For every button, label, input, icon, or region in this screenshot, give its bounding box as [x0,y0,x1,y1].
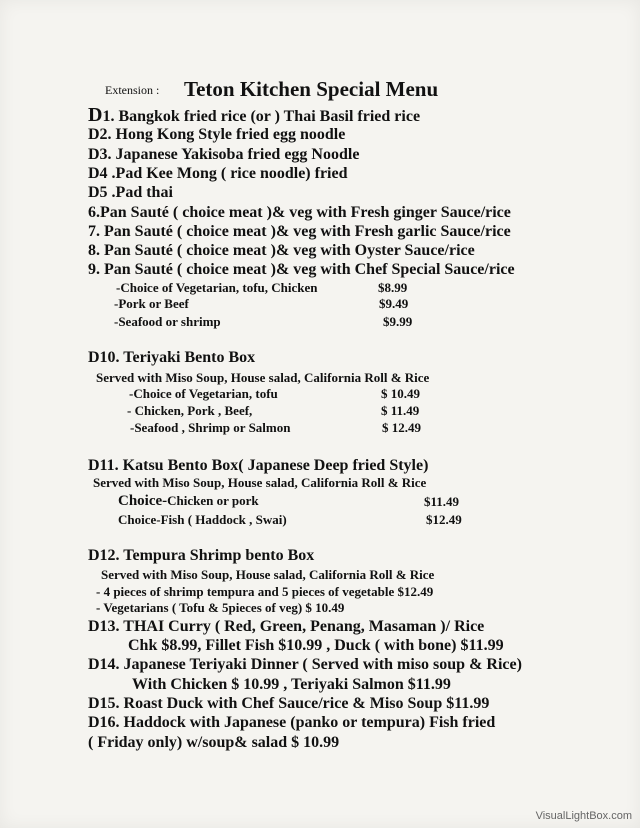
d11-option-label [118,494,259,509]
item-d3: D3. Japanese Yakisoba fried egg Noodle [88,146,360,163]
d16-note-text: ( Friday only) w/soup& salad $ 10.99 [88,734,340,751]
watermark: VisualLightBox.com [535,810,632,822]
item-d13: D13. THAI Curry ( Red, Green, Penang, Masaman )/ Rice [88,618,485,635]
d1-text: Bangkok fried rice (or ) Thai Basil fried rice [118,108,421,125]
d10-option-label: -Choice of Vegetarian, tofu [129,386,278,401]
d13-prices: Chk $8.99, Fillet Fish $10.99 , Duck ( with bone) $11.99 [128,637,504,654]
item-d8: 8. Pan Sauté ( choice meat )& veg with Oyster Sauce/rice [88,242,475,259]
d10-option-price: $ 11.49 [381,403,420,418]
item-d1 [88,105,420,125]
pan-option-price: $9.49 [379,296,409,311]
item-d7: 7. Pan Sauté ( choice meat )& veg with Fresh garlic Sauce/rice [88,223,511,240]
d1-num: 1. [102,108,115,125]
item-d2: D2. Hong Kong Style fried egg noodle [88,126,346,143]
item-d6: 6.Pan Sauté ( choice meat )& veg with Fresh ginger Sauce/rice [88,204,511,221]
extension-label: Extension : [105,83,160,97]
pan-option-price: $9.99 [383,314,413,329]
d10-option-price: $ 10.49 [381,386,420,401]
pan-option-label: -Choice of Vegetarian, tofu, Chicken [116,280,318,295]
pan-option-label: -Pork or Beef [114,296,189,311]
d10-option-price: $ 12.49 [382,420,421,435]
d11-option-price: $12.49 [426,512,462,527]
item-d11: D11. Katsu Bento Box( Japanese Deep fried Style) [88,457,429,474]
d10-description: Served with Miso Soup, House salad, California Roll & Rice [96,370,430,385]
menu-title: Teton Kitchen Special Menu [184,77,439,101]
choice-prefix: Choice- [118,493,168,509]
d1-code: D [88,104,103,126]
item-d10: D10. Teriyaki Bento Box [88,349,256,366]
d11-option-price: $11.49 [424,494,460,509]
d11-option-label [118,513,287,526]
item-d15: D15. Roast Duck with Chef Sauce/rice & Miso Soup $11.99 [88,695,490,712]
d10-option-label: -Seafood , Shrimp or Salmon [130,420,291,435]
choice-text: Chicken or pork [167,493,259,508]
choice-prefix: Choice- [118,512,161,527]
item-d16: D16. Haddock with Japanese (panko or tempura) Fish fried [88,714,496,731]
item-d5: D5 .Pad thai [88,184,173,201]
choice-text: Fish ( Haddock , Swai) [160,512,287,527]
d16-note [88,735,339,751]
d12-line: - Vegetarians ( Tofu & 5pieces of veg) $ 10.49 [96,600,345,615]
pan-option-price: $8.99 [378,280,408,295]
d12-description: Served with Miso Soup, House salad, California Roll & Rice [101,567,435,582]
item-d4: D4 .Pad Kee Mong ( rice noodle) fried [88,165,348,182]
item-d9: 9. Pan Sauté ( choice meat )& veg with Chef Special Sauce/rice [88,261,515,278]
pan-option-label: -Seafood or shrimp [114,314,221,329]
item-d14: D14. Japanese Teriyaki Dinner ( Served with miso soup & Rice) [88,656,522,673]
d11-description: Served with Miso Soup, House salad, California Roll & Rice [93,475,427,490]
d14-prices: With Chicken $ 10.99 , Teriyaki Salmon $11.99 [132,676,451,693]
d12-line: - 4 pieces of shrimp tempura and 5 pieces of vegetable $12.49 [96,584,434,599]
item-d12: D12. Tempura Shrimp bento Box [88,547,315,564]
d10-option-label: - Chicken, Pork , Beef, [127,403,253,418]
